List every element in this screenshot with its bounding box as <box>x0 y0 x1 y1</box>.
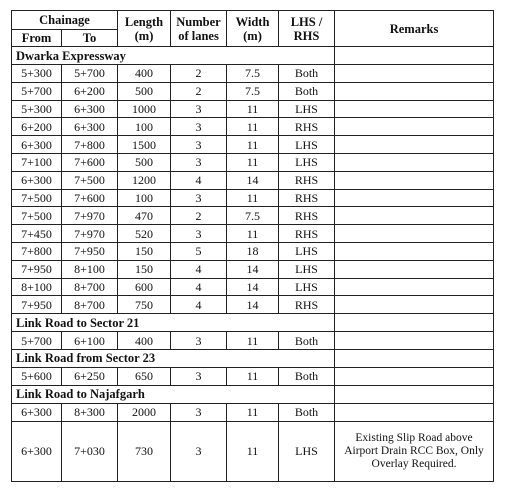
table-row <box>12 242 494 260</box>
remarks-cell <box>335 207 494 225</box>
remarks-cell <box>335 153 494 171</box>
from-cell: 6+300 <box>12 171 62 189</box>
remarks-cell <box>335 367 494 385</box>
length-cell: 500 <box>118 82 171 100</box>
to-cell: 6+100 <box>62 332 118 350</box>
lanes-cell: 2 <box>171 82 227 100</box>
from-cell: 7+800 <box>12 242 62 260</box>
section-row <box>12 349 494 367</box>
table-row <box>12 260 494 278</box>
table-row <box>12 367 494 385</box>
table-row <box>12 225 494 243</box>
from-cell: 7+500 <box>12 189 62 207</box>
lanes-cell: 3 <box>171 118 227 136</box>
to-cell: 7+950 <box>62 242 118 260</box>
lanes-cell: 4 <box>171 171 227 189</box>
section-title: Dwarka Expressway <box>12 47 335 65</box>
lanes-cell: 3 <box>171 403 227 421</box>
length-cell: 1200 <box>118 171 171 189</box>
side-cell: LHS <box>279 278 335 296</box>
length-cell: 500 <box>118 153 171 171</box>
side-header: LHS / RHS <box>279 11 335 47</box>
length-cell: 650 <box>118 367 171 385</box>
from-cell: 7+950 <box>12 296 62 314</box>
from-cell: 7+950 <box>12 260 62 278</box>
length-cell: 400 <box>118 332 171 350</box>
length-cell: 150 <box>118 260 171 278</box>
section-row <box>12 314 494 332</box>
from-cell: 5+700 <box>12 82 62 100</box>
length-cell: 1500 <box>118 136 171 154</box>
to-cell: 5+700 <box>62 65 118 83</box>
to-cell: 7+970 <box>62 225 118 243</box>
from-cell: 7+100 <box>12 153 62 171</box>
lanes-cell: 3 <box>171 100 227 118</box>
length-cell: 470 <box>118 207 171 225</box>
width-cell: 14 <box>227 171 279 189</box>
width-cell: 18 <box>227 242 279 260</box>
remarks-cell <box>335 296 494 314</box>
table-row <box>12 332 494 350</box>
side-cell: LHS <box>279 242 335 260</box>
side-cell: LHS <box>279 136 335 154</box>
length-header: Length (m) <box>118 11 171 47</box>
section-row <box>12 385 494 403</box>
side-cell: Both <box>279 65 335 83</box>
side-cell: LHS <box>279 260 335 278</box>
width-cell: 11 <box>227 100 279 118</box>
from-cell: 6+300 <box>12 421 62 481</box>
side-cell: Both <box>279 403 335 421</box>
side-cell: Both <box>279 332 335 350</box>
remarks-cell <box>335 100 494 118</box>
chainage-header: Chainage <box>12 11 118 30</box>
table-row <box>12 100 494 118</box>
width-cell: 11 <box>227 367 279 385</box>
length-cell: 600 <box>118 278 171 296</box>
lanes-cell: 4 <box>171 260 227 278</box>
side-cell: LHS <box>279 421 335 481</box>
remarks-cell <box>335 189 494 207</box>
chainage-table <box>11 10 494 482</box>
table-row <box>12 403 494 421</box>
width-cell: 11 <box>227 403 279 421</box>
to-cell: 8+700 <box>62 296 118 314</box>
remarks-cell <box>335 242 494 260</box>
lanes-cell: 5 <box>171 242 227 260</box>
length-cell: 750 <box>118 296 171 314</box>
remarks-cell: Existing Slip Road above Airport Drain RCC Box, Only Overlay Required. <box>335 421 494 481</box>
section-remarks-cell <box>335 349 494 367</box>
width-cell: 11 <box>227 225 279 243</box>
lanes-cell: 3 <box>171 332 227 350</box>
remarks-cell <box>335 332 494 350</box>
from-header: From <box>12 30 62 47</box>
table-row <box>12 189 494 207</box>
table-row <box>12 136 494 154</box>
to-header: To <box>62 30 118 47</box>
from-cell: 6+300 <box>12 136 62 154</box>
from-cell: 5+300 <box>12 65 62 83</box>
lanes-header: Number of lanes <box>171 11 227 47</box>
width-header: Width (m) <box>227 11 279 47</box>
from-cell: 6+200 <box>12 118 62 136</box>
length-cell: 150 <box>118 242 171 260</box>
lanes-cell: 2 <box>171 65 227 83</box>
side-cell: RHS <box>279 225 335 243</box>
from-cell: 7+500 <box>12 207 62 225</box>
side-cell: RHS <box>279 189 335 207</box>
to-cell: 6+300 <box>62 100 118 118</box>
width-cell: 7.5 <box>227 207 279 225</box>
to-cell: 7+600 <box>62 189 118 207</box>
length-cell: 100 <box>118 189 171 207</box>
table-row <box>12 207 494 225</box>
section-title: Link Road to Sector 21 <box>12 314 335 332</box>
table-row <box>12 278 494 296</box>
table-row <box>12 171 494 189</box>
length-cell: 730 <box>118 421 171 481</box>
from-cell: 7+450 <box>12 225 62 243</box>
lanes-cell: 3 <box>171 367 227 385</box>
remarks-cell <box>335 118 494 136</box>
length-cell: 100 <box>118 118 171 136</box>
from-cell: 5+300 <box>12 100 62 118</box>
lanes-cell: 4 <box>171 278 227 296</box>
to-cell: 7+500 <box>62 171 118 189</box>
remarks-header: Remarks <box>335 11 494 47</box>
to-cell: 7+600 <box>62 153 118 171</box>
side-cell: RHS <box>279 207 335 225</box>
width-cell: 7.5 <box>227 82 279 100</box>
remarks-cell <box>335 260 494 278</box>
to-cell: 8+700 <box>62 278 118 296</box>
length-cell: 520 <box>118 225 171 243</box>
side-cell: Both <box>279 367 335 385</box>
to-cell: 6+200 <box>62 82 118 100</box>
width-cell: 11 <box>227 118 279 136</box>
remarks-cell <box>335 403 494 421</box>
to-cell: 7+970 <box>62 207 118 225</box>
table-row <box>12 65 494 83</box>
section-row <box>12 47 494 65</box>
width-cell: 11 <box>227 136 279 154</box>
lanes-cell: 3 <box>171 136 227 154</box>
width-cell: 7.5 <box>227 65 279 83</box>
table-row <box>12 296 494 314</box>
to-cell: 8+100 <box>62 260 118 278</box>
lanes-cell: 3 <box>171 153 227 171</box>
remarks-cell <box>335 225 494 243</box>
to-cell: 6+250 <box>62 367 118 385</box>
table-row <box>12 421 494 481</box>
width-cell: 11 <box>227 421 279 481</box>
lanes-cell: 2 <box>171 207 227 225</box>
remarks-cell <box>335 278 494 296</box>
length-cell: 1000 <box>118 100 171 118</box>
width-cell: 14 <box>227 260 279 278</box>
from-cell: 6+300 <box>12 403 62 421</box>
lanes-cell: 3 <box>171 225 227 243</box>
side-cell: Both <box>279 82 335 100</box>
side-cell: RHS <box>279 118 335 136</box>
length-cell: 2000 <box>118 403 171 421</box>
width-cell: 11 <box>227 153 279 171</box>
table-row <box>12 153 494 171</box>
width-cell: 11 <box>227 332 279 350</box>
side-cell: LHS <box>279 100 335 118</box>
side-cell: RHS <box>279 171 335 189</box>
remarks-cell <box>335 65 494 83</box>
remarks-cell <box>335 136 494 154</box>
width-cell: 11 <box>227 189 279 207</box>
table-row <box>12 82 494 100</box>
remarks-cell <box>335 82 494 100</box>
lanes-cell: 3 <box>171 421 227 481</box>
from-cell: 5+700 <box>12 332 62 350</box>
width-cell: 14 <box>227 296 279 314</box>
section-title: Link Road to Najafgarh <box>12 385 335 403</box>
table-row <box>12 118 494 136</box>
side-cell: RHS <box>279 296 335 314</box>
remarks-cell <box>335 171 494 189</box>
to-cell: 6+300 <box>62 118 118 136</box>
to-cell: 7+800 <box>62 136 118 154</box>
section-title: Link Road from Sector 23 <box>12 349 335 367</box>
width-cell: 14 <box>227 278 279 296</box>
from-cell: 5+600 <box>12 367 62 385</box>
length-cell: 400 <box>118 65 171 83</box>
section-remarks-cell <box>335 47 494 65</box>
section-remarks-cell <box>335 314 494 332</box>
to-cell: 8+300 <box>62 403 118 421</box>
lanes-cell: 3 <box>171 189 227 207</box>
from-cell: 8+100 <box>12 278 62 296</box>
to-cell: 7+030 <box>62 421 118 481</box>
section-remarks-cell <box>335 385 494 403</box>
side-cell: LHS <box>279 153 335 171</box>
lanes-cell: 4 <box>171 296 227 314</box>
